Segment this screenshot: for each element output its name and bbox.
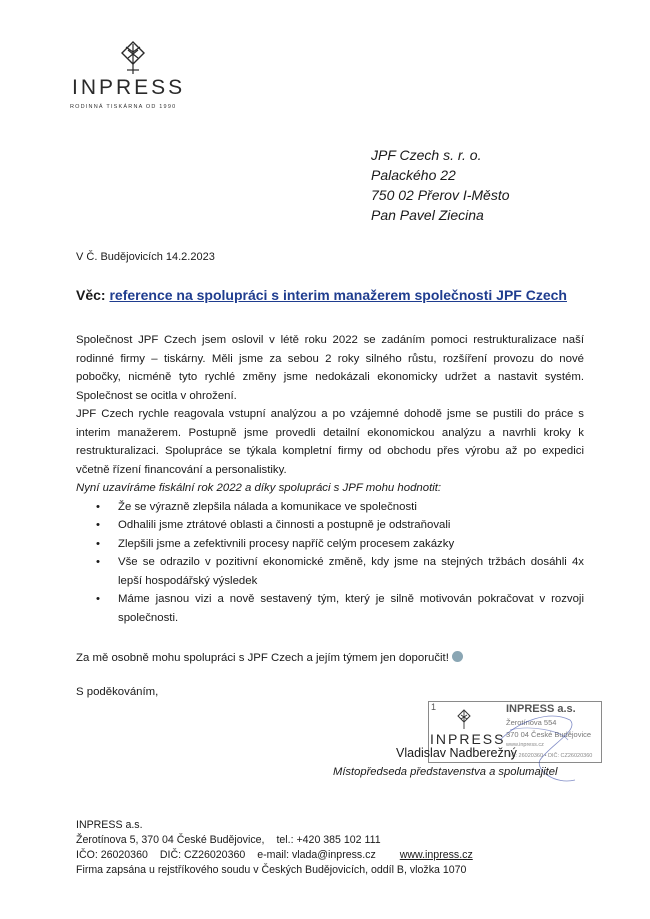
footer-company: INPRESS a.s. xyxy=(76,819,143,831)
recipient-street: Palackého 22 xyxy=(371,167,456,183)
closing-salutation: S poděkováním, xyxy=(76,686,159,698)
stamp-street: Žerotínova 554 xyxy=(506,718,557,727)
logo-tagline: RODINNÁ TISKÁRNA OD 1990 xyxy=(70,104,177,110)
subject-label: Věc: xyxy=(76,287,106,303)
list-item: • Máme jasnou vizi a nově sestavený tým, který je silně motivován pokračovat v rozvoji společnosti. xyxy=(108,590,584,627)
paragraph: Společnost JPF Czech jsem oslovil v létě roku 2022 se zadáním pomoci restrukturalizace naší rodinné firmy – tiskárny. Měli jsme za sebou 2 roky silného růstu, rozšíření provozu do nové pobočky, nicméně tyto rychlé změny jsme nedokázali ekonomicky udržet a nastavit systém. Společnost se ocitla v ohrožení. xyxy=(76,334,584,402)
stamp-number: 1 xyxy=(431,702,437,712)
footer-email[interactable]: e-mail: vlada@inpress.cz xyxy=(257,849,376,861)
list-item: • Zlepšili jsme a zefektivnili procesy napříč celým procesem zakázky xyxy=(108,535,584,554)
recommendation-line xyxy=(76,651,463,664)
list-intro: Nyní uzavíráme fiskální rok 2022 a díky spolupráci s JPF mohu hodnotit: xyxy=(76,482,442,494)
smiley-icon xyxy=(452,651,463,662)
footer-dic: DIČ: CZ26020360 xyxy=(159,849,246,861)
recipient-address xyxy=(371,145,510,225)
list-item: • Že se výrazně zlepšila nálada a komunikace ve společnosti xyxy=(108,498,584,517)
list-item: • Vše se odrazilo v pozitivní ekonomické změně, kdy jsme na stejných tržbách dosáhli 4x lepší hospodářský výsledek xyxy=(108,553,584,590)
stamp-brand: INPRESS xyxy=(430,731,506,747)
stamp-logo-icon xyxy=(455,708,473,732)
recommendation-text: Za mě osobně mohu spolupráci s JPF Czech a jejím týmem jen doporučit! xyxy=(76,652,449,664)
recipient-city: 750 02 Přerov I-Město xyxy=(371,187,510,203)
recipient-person: Pan Pavel Ziecina xyxy=(371,207,484,223)
results-list xyxy=(76,498,584,628)
logo-wordmark: INPRESS xyxy=(72,76,186,99)
list-item: • Odhalili jsme ztrátové oblasti a činnosti a postupně je odstraňovali xyxy=(108,516,584,535)
paragraph: JPF Czech rychle reagovala vstupní analýzou a po vzájemné dohodě jsme se pustili do práce s interim manažerem. Postupně jsme provedli detailní ekonomickou analýzu a navrhli kroky k restrukturalizaci. Spolupráce se týkala kompletní firmy od obchodu přes výrobu až po expedici včetně řízení financování a personalistiky. xyxy=(76,408,584,476)
signer-title: Místopředseda představenstva a spolumajitel xyxy=(333,766,558,778)
recipient-company: JPF Czech s. r. o. xyxy=(371,147,482,163)
letter-footer xyxy=(76,818,473,878)
stamp-ids: IČ: 26020360 • DIČ: CZ26020360 xyxy=(510,753,593,759)
subject-text: reference na spolupráci s interim manažerem společnosti JPF Czech xyxy=(109,287,567,303)
footer-address-line xyxy=(76,833,473,848)
signer-name: Vladislav Nadberežný xyxy=(396,746,517,760)
letter-body xyxy=(76,331,584,627)
footer-address: Žerotínova 5, 370 04 České Budějovice, xyxy=(76,834,265,846)
stamp-web: www.inpress.cz xyxy=(506,742,544,748)
footer-register: Firma zapsána u rejstříkového soudu v Českých Budějovicích, oddíl B, vložka 1070 xyxy=(76,864,467,876)
footer-ico: IČO: 26020360 xyxy=(76,849,148,861)
footer-ids-line xyxy=(76,848,473,863)
inpress-logo-icon xyxy=(116,38,150,78)
footer-web-link[interactable]: www.inpress.cz xyxy=(399,849,473,861)
subject-line xyxy=(76,287,567,303)
stamp-company: INPRESS a.s. xyxy=(506,703,576,715)
footer-tel: tel.: +420 385 102 111 xyxy=(276,834,381,846)
letter-date: V Č. Budějovicích 14.2.2023 xyxy=(76,251,215,263)
stamp-city: 370 04 České Budějovice xyxy=(506,730,592,739)
